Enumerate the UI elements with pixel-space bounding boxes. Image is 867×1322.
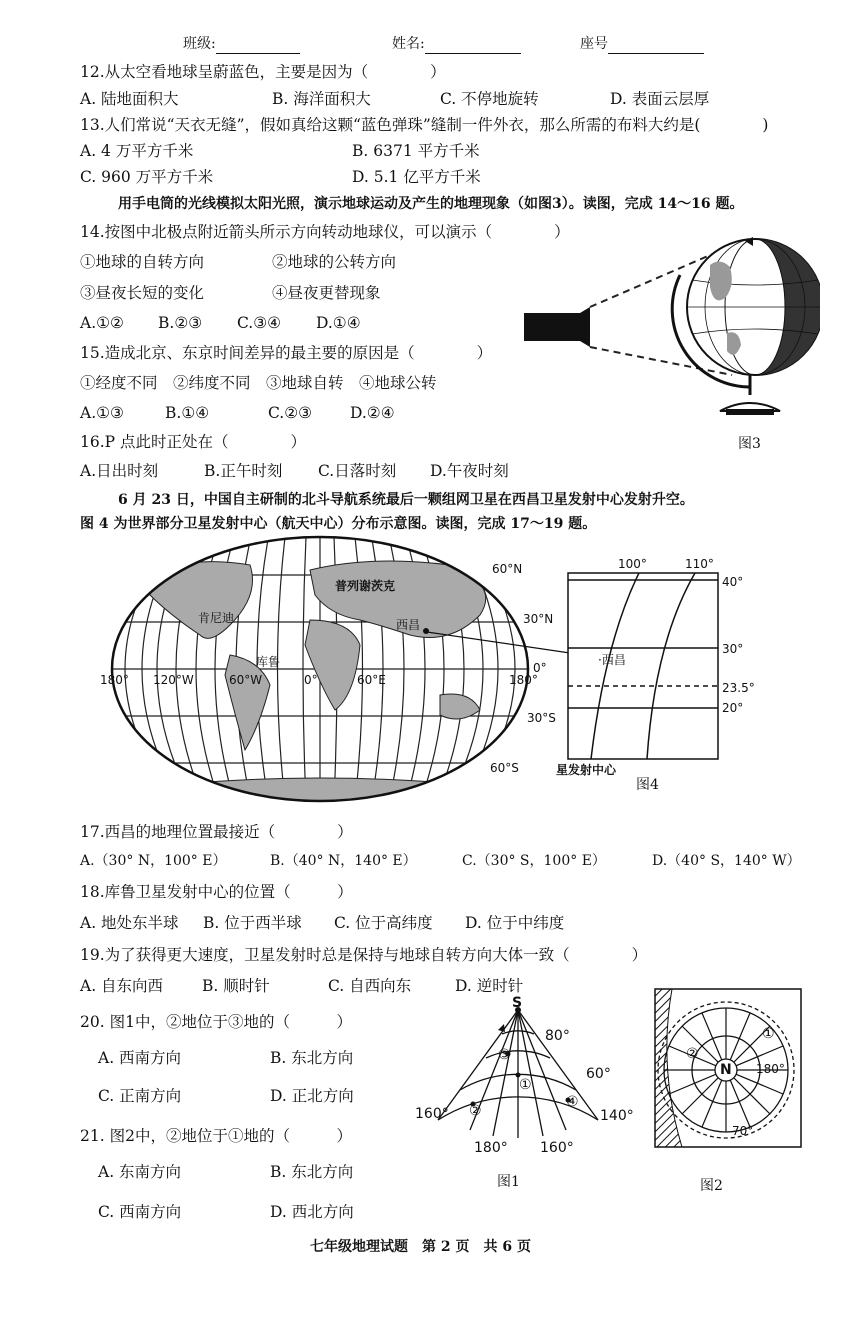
q12-stem: 12.从太空看地球呈蔚蓝色，主要是因为（ ） [80,63,446,81]
q18-stem: 18.库鲁卫星发射中心的位置（ ） [80,883,353,901]
map-lon-120w: 120°W [153,673,194,687]
q21-option-d: D. 西北方向 [270,1203,354,1221]
q20-option-c: C. 正南方向 [98,1087,182,1105]
map-lat-60s: 60°S [490,761,519,775]
fig2-lon-180: 180° [756,1062,785,1076]
q17-option-d: D.（40° S，140° W） [652,853,801,869]
q15-option-d: D.②④ [350,404,395,422]
fig2-point-2: ② [686,1046,699,1062]
q17-option-b: B.（40° N，140° E） [270,853,417,869]
class-label: 班级: [183,34,300,54]
fig1-point-2: ② [469,1103,482,1119]
q18-option-d: D. 位于中纬度 [465,914,565,932]
q19-option-b: B. 顺时针 [202,977,270,995]
q12-option-a: A. 陆地面积大 [80,90,179,108]
q19-option-d: D. 逆时针 [455,977,524,995]
q14-stem: 14.按图中北极点附近箭头所示方向转动地球仪，可以演示（ ） [80,223,570,241]
q13-option-a: A. 4 万平方千米 [80,142,194,160]
figure-2-caption: 图2 [700,1178,723,1194]
q16-option-c: C.日落时刻 [318,462,397,480]
intro-14-16: 用手电筒的光线模拟太阳光照，演示地球运动及产生的地理现象（如图3）。读图，完成 14～16 题。 [118,196,744,212]
fig1-lon-180: 180° [474,1140,508,1156]
inset-lat-40: 40° [722,575,744,589]
inset-lon-100: 100° [618,557,647,571]
q14-option-c: C.③④ [237,314,282,332]
seat-label: 座号 [580,34,704,54]
q15-stem: 15.造成北京、东京时间差异的最主要的原因是（ ） [80,344,493,362]
q20-option-a: A. 西南方向 [98,1049,182,1067]
q12-option-c: C. 不停地旋转 [440,90,539,108]
q19-option-c: C. 自西向东 [328,977,412,995]
q17-option-c: C.（30° S，100° E） [462,853,606,869]
q17-option-a: A.（30° N，100° E） [80,853,227,869]
fig1-lat-80: 80° [545,1028,570,1044]
fig1-point-1: ① [519,1077,532,1093]
q13-option-c: C. 960 万平方千米 [80,168,214,186]
q16-option-d: D.午夜时刻 [430,462,509,480]
q18-option-c: C. 位于高纬度 [334,914,433,932]
q21-option-c: C. 西南方向 [98,1203,182,1221]
q13-stem: 13.人们常说“天衣无缝”，假如真给这颗“蓝色弹珠”缝制一件外衣，那么所需的布料大约是( ) [80,116,769,134]
q14-item-1: ①地球的自转方向 [80,253,205,271]
figure-4-caption: 图4 [636,777,659,793]
q14-item-2: ②地球的公转方向 [272,253,397,271]
q15-option-c: C.②③ [268,404,313,422]
fig1-point-4: ④ [566,1094,579,1110]
inset-caption: 星发射中心 [556,763,617,777]
figure-3-globe [520,235,820,425]
xichang-dot [423,628,429,634]
map-site-kennedy: 肯尼迪 [198,611,235,625]
q14-option-b: B.②③ [158,314,203,332]
inset-site-xichang: ·西昌 [598,653,626,667]
q14-item-4: ④昼夜更替现象 [272,284,381,302]
q21-option-b: B. 东北方向 [270,1163,354,1181]
q20-option-b: B. 东北方向 [270,1049,354,1067]
q13-option-b: B. 6371 平方千米 [352,142,480,160]
map-lat-30n: 30°N [523,612,554,626]
map-lon-60w: 60°W [229,673,263,687]
q19-stem: 19.为了获得更大速度，卫星发射时总是保持与地球自转方向大体一致（ ） [80,946,648,964]
name-label: 姓名: [392,34,521,54]
map-site-kourou: 库鲁 [256,655,281,669]
intro-17-19-line2: 图 4 为世界部分卫星发射中心（航天中心）分布示意图。读图，完成 17～19 题。 [80,516,597,532]
q12-option-d: D. 表面云层厚 [610,90,710,108]
q21-option-a: A. 东南方向 [98,1163,182,1181]
q14-option-a: A.①② [80,314,124,332]
inset-lon-110: 110° [685,557,714,571]
fig2-north-pole: N [720,1062,732,1078]
inset-lat-23-5: 23.5° [722,681,755,695]
inset-lat-20: 20° [722,701,744,715]
q14-option-d: D.①④ [316,314,361,332]
fig1-lon-140: 140° [600,1108,634,1124]
map-lat-0: 0° [533,661,547,675]
q16-stem: 16.P 点此时正处在（ ） [80,433,307,451]
map-site-plesetsk: 普列谢茨克 [335,579,396,593]
q19-option-a: A. 自东向西 [80,977,164,995]
map-lon-0: 0° [304,673,318,687]
fig2-lat-70: 70° [732,1124,754,1138]
map-lon-180w: 180° [100,673,129,687]
q20-stem: 20. 图1中，②地位于③地的（ ） [80,1013,352,1031]
q18-option-a: A. 地处东半球 [80,914,179,932]
q12-option-b: B. 海洋面积大 [272,90,371,108]
figure-1-caption: 图1 [497,1174,520,1190]
intro-17-19-line1: 6 月 23 日，中国自主研制的北斗导航系统最后一颗组网卫星在西昌卫星发射中心发射升空。 [118,492,694,508]
page-footer: 七年级地理试题 第 2 页 共 6 页 [310,1239,531,1255]
figure-4-inset [567,572,767,760]
q20-option-d: D. 正北方向 [270,1087,354,1105]
q18-option-b: B. 位于西半球 [203,914,302,932]
flashlight-icon [524,307,590,347]
fig1-lat-60: 60° [586,1066,611,1082]
q14-item-3: ③昼夜长短的变化 [80,284,205,302]
fig2-point-1: ① [762,1026,775,1042]
map-lat-60n: 60°N [492,562,523,576]
fig1-lon-160-left: 160° [415,1106,449,1122]
q17-stem: 17.西昌的地理位置最接近（ ） [80,823,353,841]
q16-option-b: B.正午时刻 [204,462,283,480]
map-lon-180e: 180° [509,673,538,687]
fig1-south-pole: S [512,995,523,1011]
figure-3-caption: 图3 [738,436,761,452]
q16-option-a: A.日出时刻 [80,462,159,480]
q15-items: ①经度不同 ②纬度不同 ③地球自转 ④地球公转 [80,374,437,392]
inset-lat-30: 30° [722,642,744,656]
map-site-xichang: 西昌 [396,618,421,632]
fig1-lon-160-right: 160° [540,1140,574,1156]
q13-option-d: D. 5.1 亿平方千米 [352,168,481,186]
q15-option-a: A.①③ [80,404,124,422]
q21-stem: 21. 图2中，②地位于①地的（ ） [80,1127,352,1145]
q15-option-b: B.①④ [165,404,210,422]
direction-arrow-icon [498,1024,505,1032]
map-lon-60e: 60°E [357,673,386,687]
map-lat-30s: 30°S [527,711,556,725]
fig1-point-3: ③ [498,1047,511,1063]
